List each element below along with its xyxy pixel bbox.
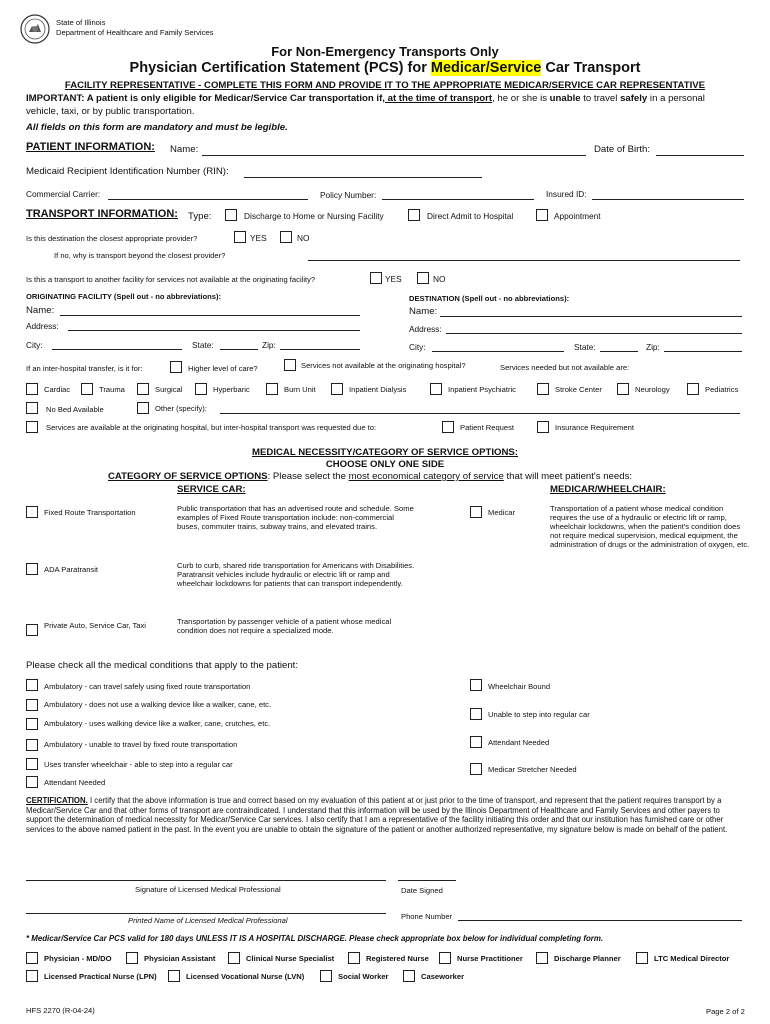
fixed-route-label: Fixed Route Transportation [44,508,136,517]
condition-attendant-right-checkbox[interactable] [470,736,482,748]
service-hyperbaric-label: Hyperbaric [213,385,250,394]
condition-label: Ambulatory - does not use a walking device like a walker, cane, etc. [44,700,272,709]
role-physician-checkbox[interactable] [26,952,38,964]
condition-label: Ambulatory - can travel safely using fixed route transportation [44,682,251,691]
role-label: Social Worker [338,972,389,981]
condition-stretcher-checkbox[interactable] [470,763,482,775]
role-label: Discharge Planner [554,954,621,963]
services-available-checkbox[interactable] [26,421,38,433]
services-na-checkbox[interactable] [284,359,296,371]
condition-no-walking-device-checkbox[interactable] [26,699,38,711]
role-label: Nurse Practitioner [457,954,523,963]
role-rn-checkbox[interactable] [348,952,360,964]
service-surgical-label: Surgical [155,385,183,394]
service-cardiac-label: Cardiac [44,385,71,394]
medicar-description: Transportation of a patient whose medical condition requires the use of a hydraulic or electric lift or ramp, wheelchair lockdowns, when the patient's condition does not require medical supervision, medical equipment, the administration of drugs or the administration of oxygen, etc. [550,504,750,549]
dest-name-label: Name: [409,306,438,317]
other-checkbox[interactable] [137,402,149,414]
other-label: Other (specify): [155,404,207,413]
carrier-label: Commercial Carrier: [26,189,101,199]
closest-yes-checkbox[interactable] [234,231,246,243]
role-lvn-checkbox[interactable] [168,970,180,982]
insurance-req-label: Insurance Requirement [555,423,634,432]
service-hyperbaric-checkbox[interactable] [195,383,207,395]
orig-address-field[interactable] [68,330,360,331]
dest-state-label: State: [574,342,596,352]
orig-city-label: City: [26,340,43,350]
orig-address-label: Address: [26,321,59,331]
another-no-checkbox[interactable] [417,272,429,284]
services-available-label: Services are available at the originating hospital, but inter-hospital transport was requested due to: [46,423,377,432]
medicar-label: Medicar [488,508,516,517]
validity-note: * Medicar/Service Car PCS valid for 180 days UNLESS IT IS A HOSPITAL DISCHARGE. Please check appropriate box below for individual completing form. [26,934,604,943]
role-cns-checkbox[interactable] [228,952,240,964]
services-na-label: Services not available at the originating hospital? [301,361,466,370]
printed-name-label: Printed Name of Licensed Medical Professional [128,916,288,925]
private-auto-description: Transportation by passenger vehicle of a patient whose medical condition does not require a specialized mode. [177,617,392,635]
service-trauma-label: Trauma [99,385,125,394]
service-pediatrics-label: Pediatrics [705,385,739,394]
condition-walking-device-checkbox[interactable] [26,718,38,730]
condition-label: Attendant Needed [44,778,106,787]
service-neurology-label: Neurology [635,385,670,394]
rin-field[interactable] [244,177,482,178]
why-beyond-question: If no, why is transport beyond the closest provider? [54,251,226,260]
other-specify-field[interactable] [220,413,740,414]
category-instruction: CATEGORY OF SERVICE OPTIONS: Please select the most economical category of service that will meet patient's needs: [108,471,633,482]
service-surgical-checkbox[interactable] [137,383,149,395]
patient-info-heading: PATIENT INFORMATION: [26,141,155,153]
role-label: Licensed Practical Nurse (LPN) [44,972,157,981]
signature-label: Signature of Licensed Medical Professional [135,885,281,894]
role-social-worker-checkbox[interactable] [320,970,332,982]
role-np-checkbox[interactable] [439,952,451,964]
dest-name-field[interactable] [440,316,742,317]
orig-zip-label: Zip: [262,340,276,350]
type-direct-admit-label: Direct Admit to Hospital [427,211,514,221]
service-car-heading: SERVICE CAR: [177,484,246,495]
type-appointment-label: Appointment [554,211,601,221]
role-pa-checkbox[interactable] [126,952,138,964]
medicar-wheelchair-heading: MEDICAR/WHEELCHAIR: [550,484,666,495]
department-name: Department of Healthcare and Family Services [56,28,214,37]
private-auto-checkbox[interactable] [26,624,38,636]
condition-label: Ambulatory - unable to travel by fixed route transportation [44,740,238,749]
medicar-checkbox[interactable] [470,506,482,518]
dest-address-field[interactable] [446,333,742,334]
orig-state-label: State: [192,340,214,350]
condition-label: Attendant Needed [488,738,550,747]
role-label: Physician Assistant [144,954,216,963]
condition-unable-fixed-route-checkbox[interactable] [26,739,38,751]
condition-label: Wheelchair Bound [488,682,551,691]
orig-state-field[interactable] [220,349,258,350]
role-discharge-planner-checkbox[interactable] [536,952,548,964]
private-auto-label: Private Auto, Service Car, Taxi [44,621,146,630]
certification-paragraph: CERTIFICATION. I certify that the above information is true and correct based on my evaluation of this patient at or just prior to the time of transport, and represent that the patient requires transport by a Medicar/Service Car and that other forms of transport are contraindicated. I understand that this information will be used by the Illinois Department of Healthcare and Family Services and other payers to support the determination of medical necessity for Medicar/Service Car services. I also certify that I am a representative of the facility initiating this order and that our institution has furnished care or other services to the above named patient in the past. In the event you are unable to obtain the signature of the patient or another authorized representative, my signature below is made on behalf of the patient. [26,796,728,835]
closest-yes-label: YES [250,233,267,243]
higher-level-label: Higher level of care? [188,364,258,373]
ada-checkbox[interactable] [26,563,38,575]
inter-hospital-question: If an inter-hospital transfer, is it for: [26,364,143,373]
service-dialysis-label: Inpatient Dialysis [349,385,407,394]
closest-provider-question: Is this destination the closest appropriate provider? [26,234,198,243]
state-name: State of Illinois [56,18,106,27]
role-label: Clinical Nurse Specialist [246,954,335,963]
dob-field[interactable] [656,155,744,156]
role-ltc-checkbox[interactable] [636,952,648,964]
orig-zip-field[interactable] [280,349,360,350]
fixed-route-description: Public transportation that has an advertised route and schedule. Some examples of Fixed Route transportation include: non-commercial buses, commuter trains, subway trains, and elevated trains. [177,504,414,531]
dest-address-label: Address: [409,324,442,334]
patient-name-label: Name: [170,144,199,155]
conditions-heading: Please check all the medical conditions that apply to the patient: [26,660,298,671]
rin-label: Medicaid Recipient Identification Number (RIN): [26,166,229,177]
another-yes-checkbox[interactable] [370,272,382,284]
policy-field[interactable] [382,199,534,200]
closest-no-checkbox[interactable] [280,231,292,243]
patient-request-checkbox[interactable] [442,421,454,433]
originating-facility-heading: ORIGINATING FACILITY (Spell out - no abbreviations): [26,292,222,301]
condition-label: Medicar Stretcher Needed [488,765,577,774]
another-facility-question: Is this a transport to another facility for services not available at the originating facility? [26,275,316,284]
no-bed-label: No Bed Available [46,405,104,414]
service-stroke-label: Stroke Center [555,385,602,394]
service-trauma-checkbox[interactable] [81,383,93,395]
service-burn-label: Burn Unit [284,385,316,394]
fixed-route-checkbox[interactable] [26,506,38,518]
orig-name-field[interactable] [60,315,360,316]
service-stroke-checkbox[interactable] [537,383,549,395]
transport-info-heading: TRANSPORT INFORMATION: [26,208,178,220]
condition-label: Ambulatory - uses walking device like a walker, cane, crutches, etc. [44,719,271,728]
role-lpn-checkbox[interactable] [26,970,38,982]
why-beyond-field[interactable] [308,260,740,261]
another-yes-label: YES [385,274,402,284]
date-signed-label: Date Signed [401,886,443,895]
ada-label: ADA Paratransit [44,565,99,574]
ada-description: Curb to curb, shared ride transportation for Americans with Disabilities. Paratransit vehicles include hydraulic or electric lift or ramp and wheelchair lockdowns for patients that can transport independently. [177,561,415,588]
service-neurology-checkbox[interactable] [617,383,629,395]
service-pediatrics-checkbox[interactable] [687,383,699,395]
condition-wheelchair-bound-checkbox[interactable] [470,679,482,691]
role-label: Licensed Vocational Nurse (LVN) [186,972,305,981]
type-direct-admit-checkbox[interactable] [408,209,420,221]
insurance-req-checkbox[interactable] [537,421,549,433]
signature-field[interactable] [26,880,386,881]
role-label: Registered Nurse [366,954,429,963]
condition-fixed-route-checkbox[interactable] [26,679,38,691]
orig-name-label: Name: [26,305,55,316]
phone-label: Phone Number [401,912,453,921]
role-label: Caseworker [421,972,465,981]
important-note: IMPORTANT: A patient is only eligible for Medicar/Service Car transportation if, at the time of transport, he or she is unable to travel safely in a personal [26,93,705,104]
dest-zip-field[interactable] [664,351,742,352]
dest-city-label: City: [409,342,426,352]
closest-no-label: NO [297,233,310,243]
dest-city-field[interactable] [432,351,564,352]
condition-attendant-left-checkbox[interactable] [26,776,38,788]
dest-state-field[interactable] [600,351,638,352]
service-psychiatric-label: Inpatient Psychiatric [448,385,516,394]
role-label: LTC Medical Director [654,954,730,963]
necessity-heading: MEDICAL NECESSITY/CATEGORY OF SERVICE OPTIONS: [252,447,518,458]
insured-id-field[interactable] [592,199,744,200]
higher-level-checkbox[interactable] [170,361,182,373]
type-appointment-checkbox[interactable] [536,209,548,221]
form-title-1: For Non-Emergency Transports Only [271,44,499,59]
phone-field[interactable] [458,920,742,921]
choose-one-side: CHOOSE ONLY ONE SIDE [325,459,445,470]
service-dialysis-checkbox[interactable] [331,383,343,395]
patient-name-field[interactable] [202,155,586,156]
condition-label: Uses transfer wheelchair - able to step into a regular car [44,760,233,769]
dob-label: Date of Birth: [594,144,650,155]
destination-heading: DESTINATION (Spell out - no abbreviations): [409,294,570,303]
condition-transfer-wheelchair-checkbox[interactable] [26,758,38,770]
orig-city-field[interactable] [52,349,182,350]
role-label: Physician - MD/DO [44,954,112,963]
date-signed-field[interactable] [398,880,456,881]
service-burn-checkbox[interactable] [266,383,278,395]
another-no-label: NO [433,274,446,284]
role-caseworker-checkbox[interactable] [403,970,415,982]
carrier-field[interactable] [108,199,308,200]
facility-rep-instruction: FACILITY REPRESENTATIVE - COMPLETE THIS FORM AND PROVIDE IT TO THE APPROPRIATE MEDICAR/SERVICE CAR REPRESENTATIVE [64,80,706,91]
service-psychiatric-checkbox[interactable] [430,383,442,395]
form-title-2: Physician Certification Statement (PCS) for Medicar/Service Car Transport [129,60,641,76]
condition-label: Unable to step into regular car [488,710,590,719]
page-number: Page 2 of 2 [706,1007,745,1016]
type-label: Type: [188,211,212,222]
printed-name-field[interactable] [26,913,386,914]
form-id: HFS 2270 (R-04-24) [26,1006,95,1015]
services-needed-label: Services needed but not available are: [500,363,630,372]
service-cardiac-checkbox[interactable] [26,383,38,395]
condition-unable-step-checkbox[interactable] [470,708,482,720]
dest-zip-label: Zip: [646,342,660,352]
patient-request-label: Patient Request [460,423,515,432]
type-discharge-checkbox[interactable] [225,209,237,221]
mandatory-note: All fields on this form are mandatory and must be legible. [26,122,288,133]
important-note-2: vehicle, taxi, or by public transportation. [26,106,195,117]
type-discharge-label: Discharge to Home or Nursing Facility [244,211,384,221]
no-bed-checkbox[interactable] [26,402,38,414]
policy-label: Policy Number: [320,190,377,200]
state-seal-icon [20,14,50,44]
insured-id-label: Insured ID: [546,189,587,199]
